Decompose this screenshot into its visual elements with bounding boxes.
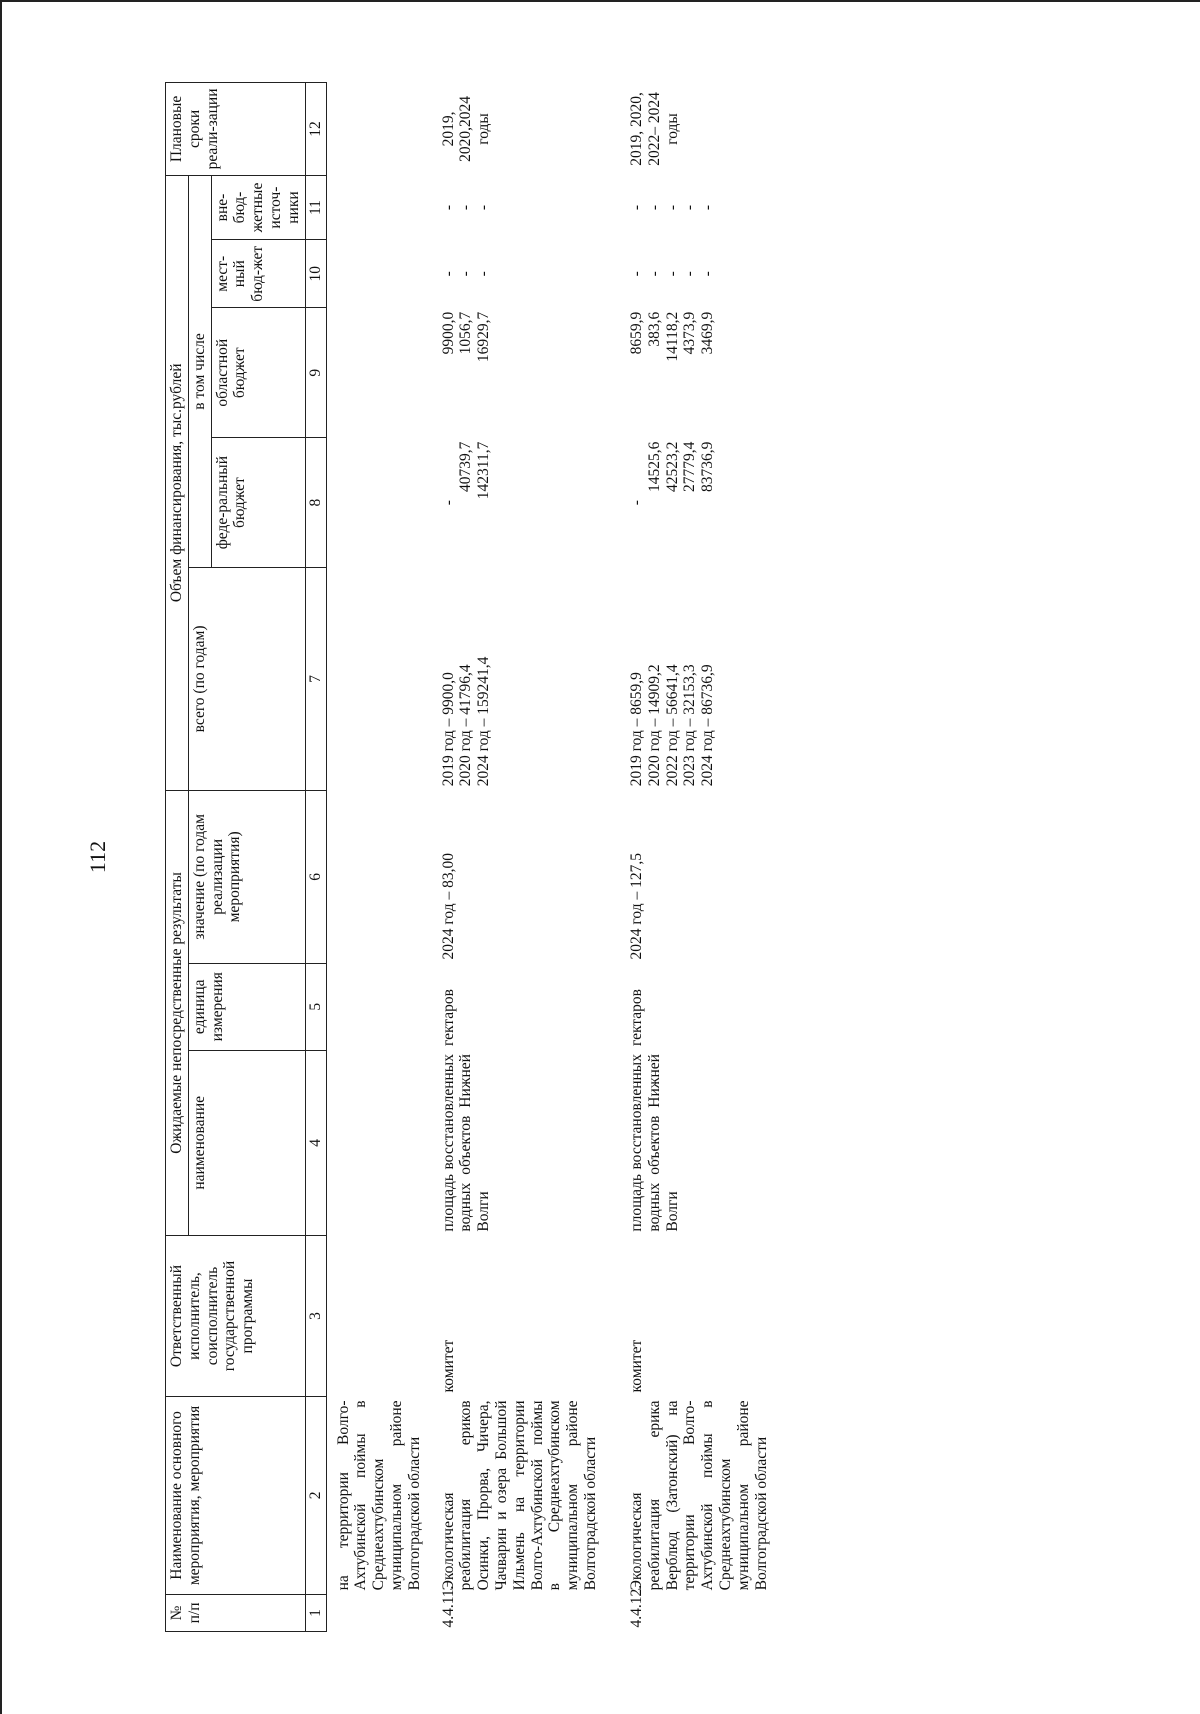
funding-local-line: - [457,271,475,277]
funding-local-line: - [699,271,717,277]
header-results-name: наименование [188,1050,305,1236]
header-funding-group: Объем финансирования, тыс.рублей [166,175,189,790]
header-funding-regional: областной бюджет [211,308,305,438]
header-funding-incl: в том числе [188,175,211,567]
funding-extra-line: - [439,204,457,211]
funding-local-line: - [681,271,699,277]
header-results-unit: единица измерения [188,963,305,1050]
header-responsible: Ответственный исполнитель, соисполнитель государственной программы [166,1236,306,1397]
funding-extra-line: - [627,204,645,211]
rotated-page-content [165,82,770,1632]
funding-local-line: - [475,271,493,277]
page-number: 112 [85,840,110,874]
funding-local [622,240,793,308]
funding-extra [622,175,793,239]
column-number: 3 [305,1236,326,1397]
activity-name: Экологическая реабилитация ериков Осинки, Прорва, Чичера, Чачварин и озера Большой Ильмень на территории Волго-Ахтубинской поймы в Среднеахтубинском муниципальном районе Волгоградской области [439,1400,600,1591]
result-value: 2024 год – 127,5 [627,853,645,960]
funding-local-line: - [663,271,681,277]
funding-regional [622,308,793,438]
funding-federal-line: 142311,7 [475,441,493,500]
funding-regional-line: 14118,2 [663,311,681,362]
funding-regional-line: 9900,0 [439,311,457,355]
funding-total-line: 2020 год – 41796,4 [457,664,475,787]
header-name: Наименование основного мероприятия, мероприятия [166,1396,306,1594]
funding-local-line: - [645,271,663,277]
funding-regional-line: 1056,7 [457,311,475,355]
header-no: № п/п [166,1594,306,1631]
funding-federal-line: 40739,7 [457,441,475,493]
activity-name: на территории Волго-Ахтубинской поймы в Среднеахтубинском муниципальном районе Волгоградской области [334,1400,423,1591]
funding-total-line: 2019 год – 9900,0 [439,672,457,787]
funding-total-line: 2024 год – 159241,4 [475,656,493,787]
column-number: 6 [305,790,326,963]
column-number: 10 [305,240,326,308]
timeline: 2019, 2020,2024 годы [439,96,493,162]
row-number: 4.4.11. [439,1585,457,1628]
header-results-group: Ожидаемые непосредственные результаты [166,790,189,1235]
program-activities-table [165,82,792,1632]
funding-total-line: 2023 год – 32153,3 [681,664,699,787]
row-number: 4.4.12. [627,1584,645,1628]
column-number: 2 [305,1396,326,1594]
result-unit: гектаров [627,989,645,1047]
responsible: комитет [439,1339,457,1393]
table-row [622,83,793,1632]
funding-federal-line: - [627,500,645,506]
header-timeline: Плановые сроки реали-зации [166,83,306,176]
result-name: площадь восстановленных водных объектов Нижней Волги [439,1054,493,1232]
result-unit: гектаров [439,989,457,1047]
funding-federal [622,438,793,568]
funding-total-line: 2019 год – 8659,9 [627,672,645,787]
funding-regional-line: 383,6 [645,311,663,347]
funding-total-line: 2024 год – 86736,9 [699,664,717,787]
funding-local-line: - [627,271,645,277]
funding-total [622,568,793,791]
column-number: 5 [305,963,326,1050]
column-number: 1 [305,1594,326,1631]
header-funding-local: мест-ный бюд-жет [211,240,305,308]
funding-local-line: - [439,271,457,277]
funding-federal [434,438,622,568]
funding-federal-line: - [439,500,457,506]
header-funding-total: всего (по годам) [188,568,305,791]
timeline: 2019, 2020, 2022– 2024 годы [627,92,681,166]
funding-total-line: 2020 год – 14909,2 [645,664,663,787]
column-number: 9 [305,308,326,438]
funding-total [434,568,622,791]
funding-federal-line: 27779,4 [681,441,699,493]
activity-name: Экологическая реабилитация ерика Верблюд (Затонский) на территории Волго-Ахтубинской поймы в Среднеахтубинском муниципальном районе Волгоградской области [627,1400,770,1591]
funding-extra-line: - [681,204,699,211]
column-number: 11 [305,175,326,239]
funding-total-line: 2022 год – 56641,4 [663,664,681,787]
table-row [434,83,622,1632]
funding-extra [434,175,622,239]
funding-regional-line: 4373,9 [681,311,699,355]
result-name: площадь восстановленных водных объектов Нижней Волги [627,1054,681,1232]
funding-local [434,240,622,308]
result-value: 2024 год – 83,00 [439,853,457,960]
funding-regional-line: 8659,9 [627,311,645,355]
funding-extra-line: - [457,204,475,211]
scan-edge-top [0,0,1200,2]
funding-extra-line: - [663,204,681,211]
column-number: 4 [305,1050,326,1236]
column-number-row [305,83,326,1632]
funding-extra-line: - [475,204,493,211]
header-funding-federal: феде-ральный бюджет [211,438,305,568]
funding-federal-line: 42523,2 [663,441,681,493]
funding-regional-line: 3469,9 [699,311,717,355]
scan-edge-left [0,0,2,1714]
column-number: 8 [305,438,326,568]
funding-federal-line: 83736,9 [699,441,717,493]
table-row-continuation [326,83,434,1632]
header-funding-extra: вне-бюд-жетные источ-ники [211,175,305,239]
responsible: комитет [627,1339,645,1393]
column-number: 7 [305,568,326,791]
funding-regional-line: 16929,7 [475,311,493,363]
funding-federal-line: 14525,6 [645,441,663,493]
header-results-value: значение (по годам реализации мероприятия) [188,790,305,963]
funding-extra-line: - [699,204,717,211]
funding-extra-line: - [645,204,663,211]
column-number: 12 [305,83,326,176]
funding-regional [434,308,622,438]
